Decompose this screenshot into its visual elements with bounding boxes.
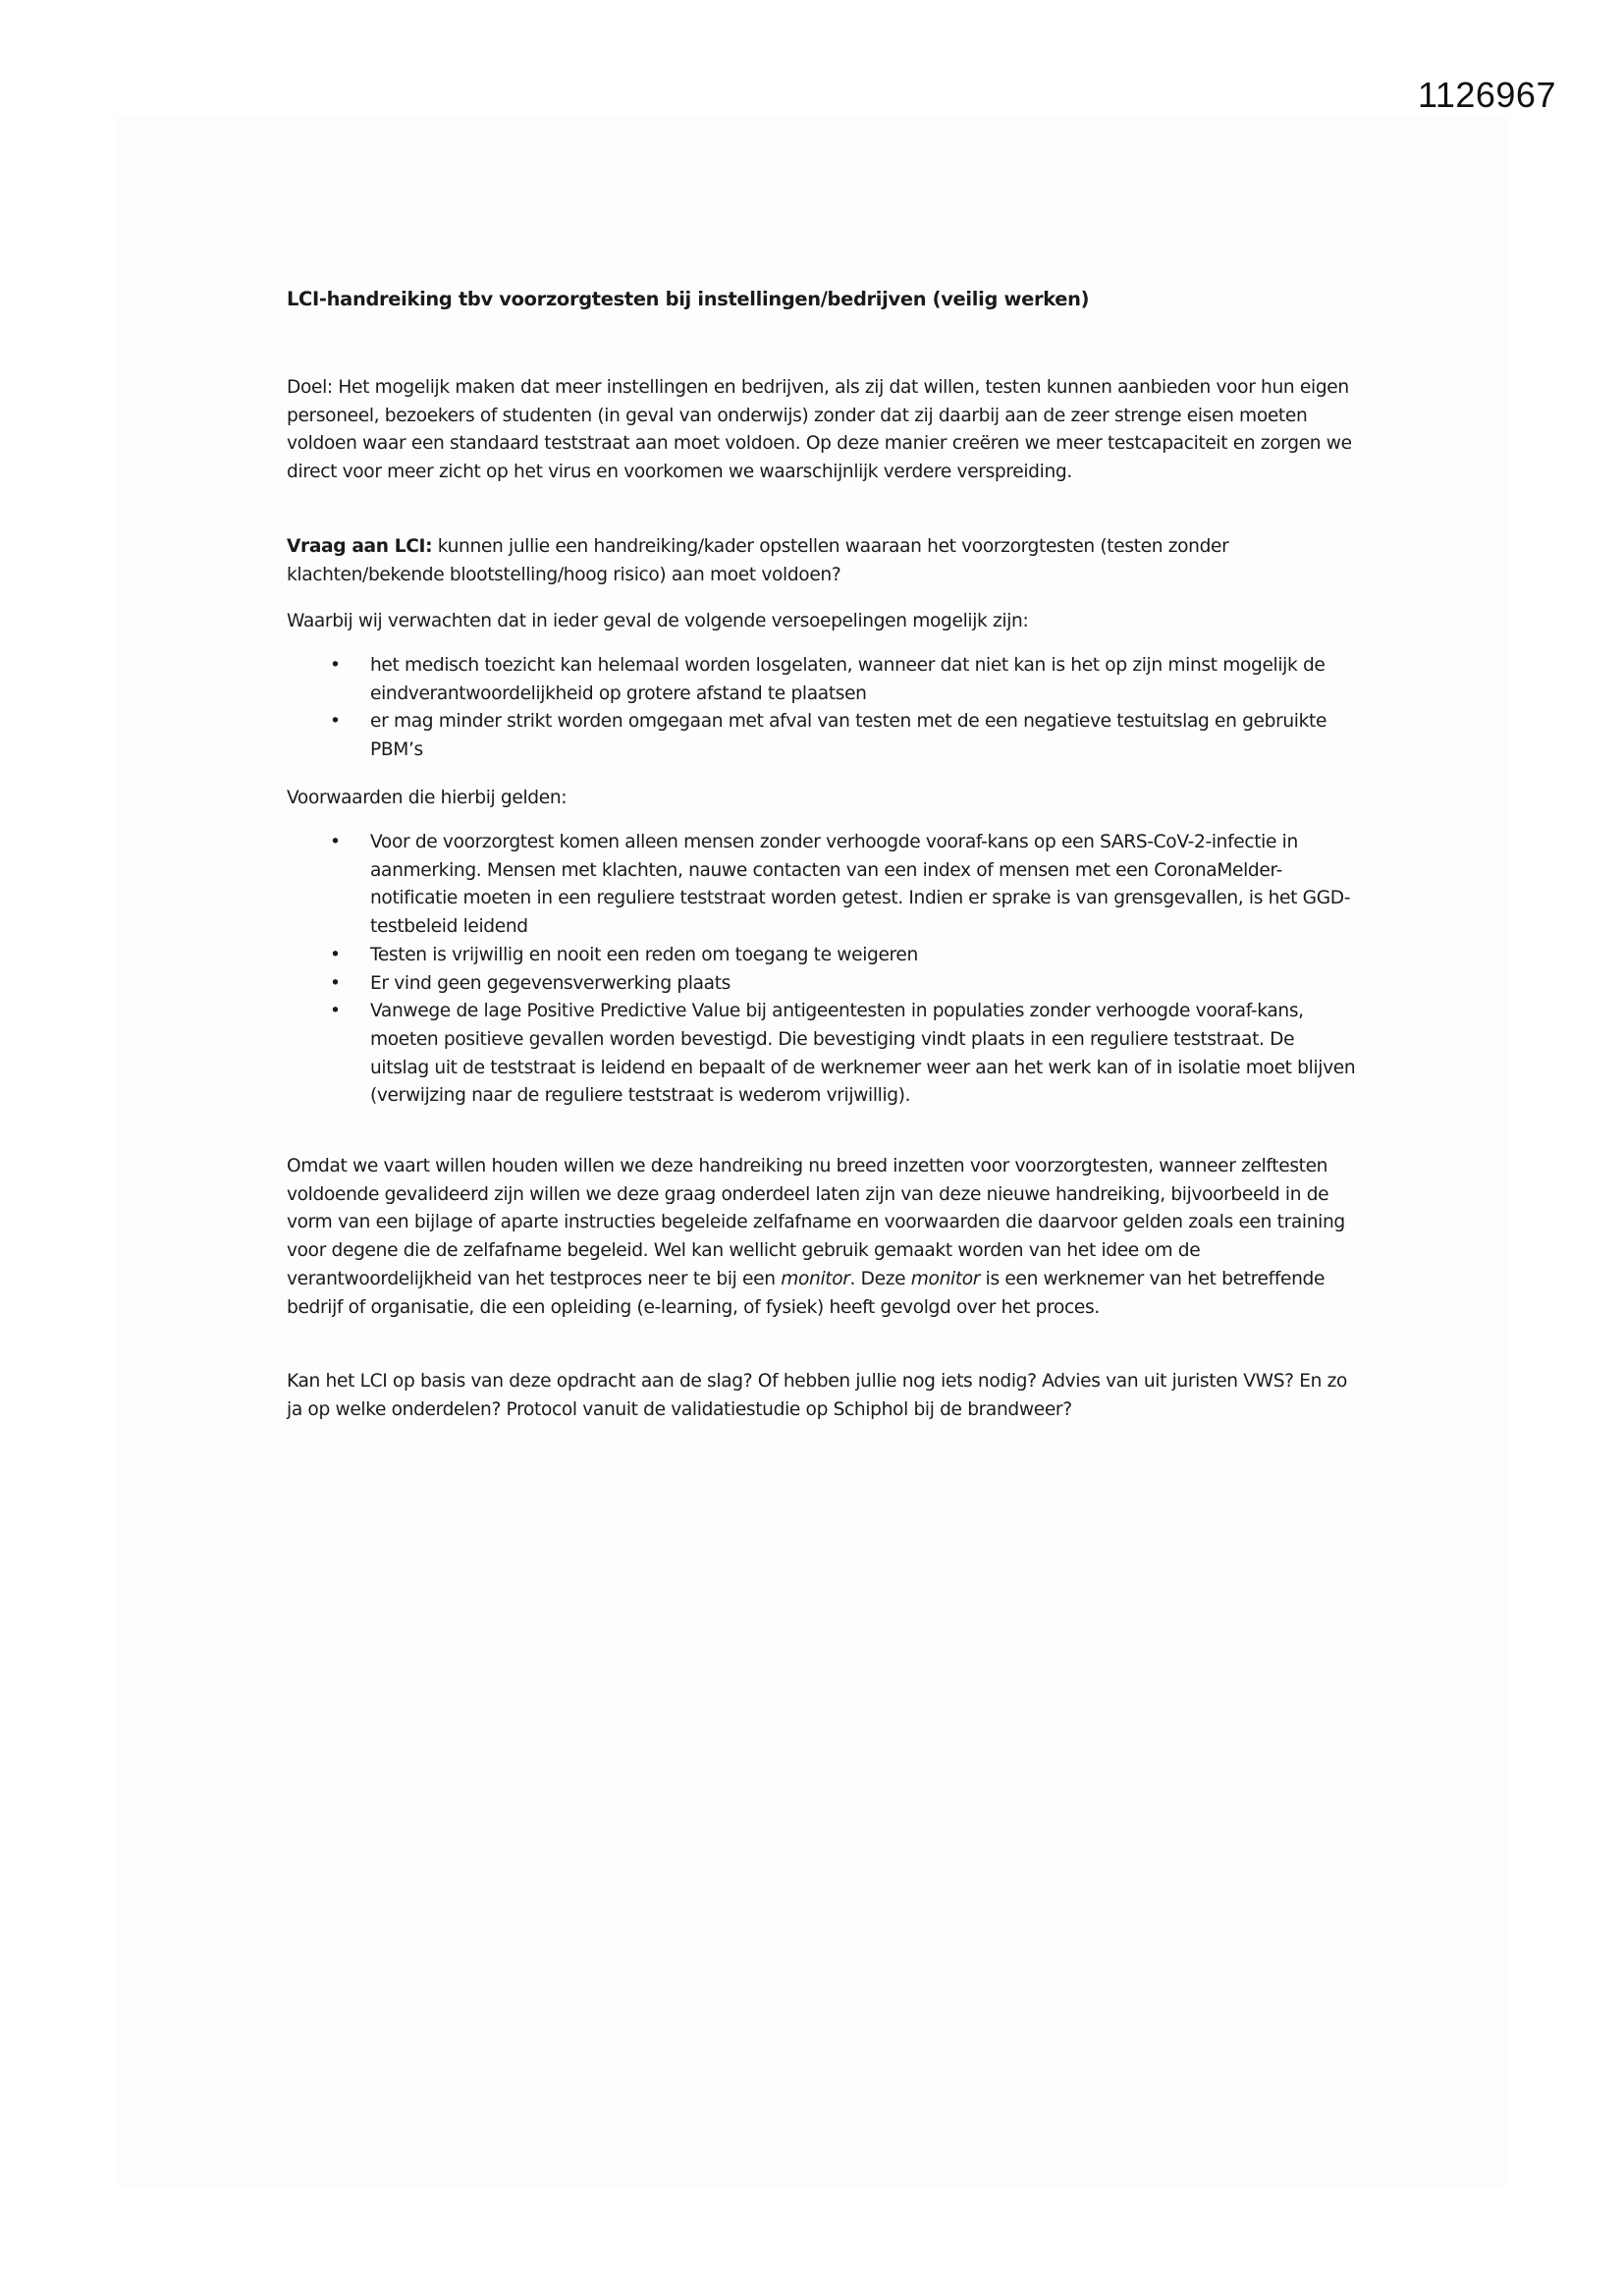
list-item: • Voor de voorzorgtest komen alleen mensen zonder verhoogde vooraf-kans op een SARS-CoV-2-infectie in aanmerking. Mensen met klachten, nauwe contacten van een index of mensen met een CoronaMelder-notificatie moeten in een reguliere teststraat worden getest. Indien er sprake is van grensgevallen, is het GGD-testbeleid leidend (287, 829, 1357, 942)
paragraph-omdat: Omdat we vaart willen houden willen we deze handreiking nu breed inzetten voor voorzorgtesten, wanneer zelftesten voldoende gevalideerd zijn willen we deze graag onderdeel laten zijn van deze nieuwe handreiking, bijvoorbeeld in de vorm van een bijlage of aparte instructies begeleide zelfafname en voorwaarden die daarvoor gelden zoals een training voor degene die de zelfafname begeleid. Wel kan wellicht gebruik gemaakt worden van het idee om de verantwoordelijkheid van het testproces neer te bij een monitor. Deze monitor is een werknemer van het betreffende bedrijf of organisatie, die een opleiding (e-learning, of fysiek) heeft gevolgd over het proces. (287, 1156, 1345, 1318)
bullet-icon: • (330, 1001, 341, 1022)
document-title: LCI-handreiking tbv voorzorgtesten bij instellingen/bedrijven (veilig werken) (287, 288, 1090, 310)
voorwaarden-intro: Voorwaarden die hierbij gelden: (287, 788, 568, 808)
bullet-icon: • (330, 711, 341, 733)
bullet-icon: • (330, 944, 341, 965)
versoepelingen-intro: Waarbij wij verwachten dat in ieder geval de volgende versoepelingen mogelijk zijn: (287, 611, 1029, 631)
vraag-label: Vraag aan LCI: (287, 536, 433, 557)
closing-questions: Kan het LCI op basis van deze opdracht aan de slag? Of hebben jullie nog iets nodig? Advies van uit juristen VWS? En zo ja op welke onderdelen? Protocol vanuit de validatiestudie op Schiphol bij de brandweer? (287, 1371, 1348, 1420)
list-item: • Er vind geen gegevensverwerking plaats (287, 970, 1357, 999)
document-number: 1126967 (1418, 75, 1556, 115)
paragraph-slot (287, 1368, 1357, 1424)
voorwaarden-list (287, 829, 1357, 1111)
bullet-icon: • (330, 832, 341, 852)
versoepelingen-list (287, 652, 1357, 765)
paragraph-versoepelingen-intro (287, 608, 1357, 636)
list-item: • het medisch toezicht kan helemaal worden losgelaten, wanneer dat niet kan is het op zijn minst mogelijk de eindverantwoordelijkheid op grotere afstand te plaatsen (287, 652, 1357, 708)
bullet-icon: • (330, 655, 341, 676)
monitor-term: monitor (781, 1268, 850, 1289)
monitor-term: monitor (910, 1268, 981, 1289)
list-item: • er mag minder strikt worden omgegaan met afval van testen met de een negatieve testuitslag en gebruikte PBM’s (287, 708, 1357, 764)
vraag-text: kunnen jullie een handreiking/kader opstellen waaraan het voorzorgtesten (testen zonder klachten/bekende blootstelling/hoog risico) aan moet voldoen? (287, 536, 1229, 585)
list-item: • Testen is vrijwillig en nooit een reden om toegang te weigeren (287, 942, 1357, 970)
list-item: • Vanwege de lage Positive Predictive Value bij antigeentesten in populaties zonder verhoogde vooraf-kans, moeten positieve gevallen worden bevestigd. Die bevestiging vindt plaats in een reguliere teststraat. De uitslag uit de teststraat is leidend en bepaalt of de werknemer weer aan het werk kan of in isolatie moet blijven (verwijzing naar de reguliere teststraat is wederom vrijwillig). (287, 998, 1357, 1111)
doel-text: Doel: Het mogelijk maken dat meer instellingen en bedrijven, als zij dat willen, testen kunnen aanbieden voor hun eigen personeel, bezoekers of studenten (in geval van onderwijs) zonder dat zij daarbij aan de zeer strenge eisen moeten voldoen waar een standaard teststraat aan moet voldoen. Op deze manier creëren we meer testcapaciteit en zorgen we direct voor meer zicht op het virus en voorkomen we waarschijnlijk verdere verspreiding. (287, 377, 1352, 483)
paragraph-vraag (287, 533, 1357, 589)
paragraph-voorwaarden-intro (287, 785, 1357, 813)
bullet-icon: • (330, 972, 341, 994)
paragraph-doel (287, 374, 1357, 487)
